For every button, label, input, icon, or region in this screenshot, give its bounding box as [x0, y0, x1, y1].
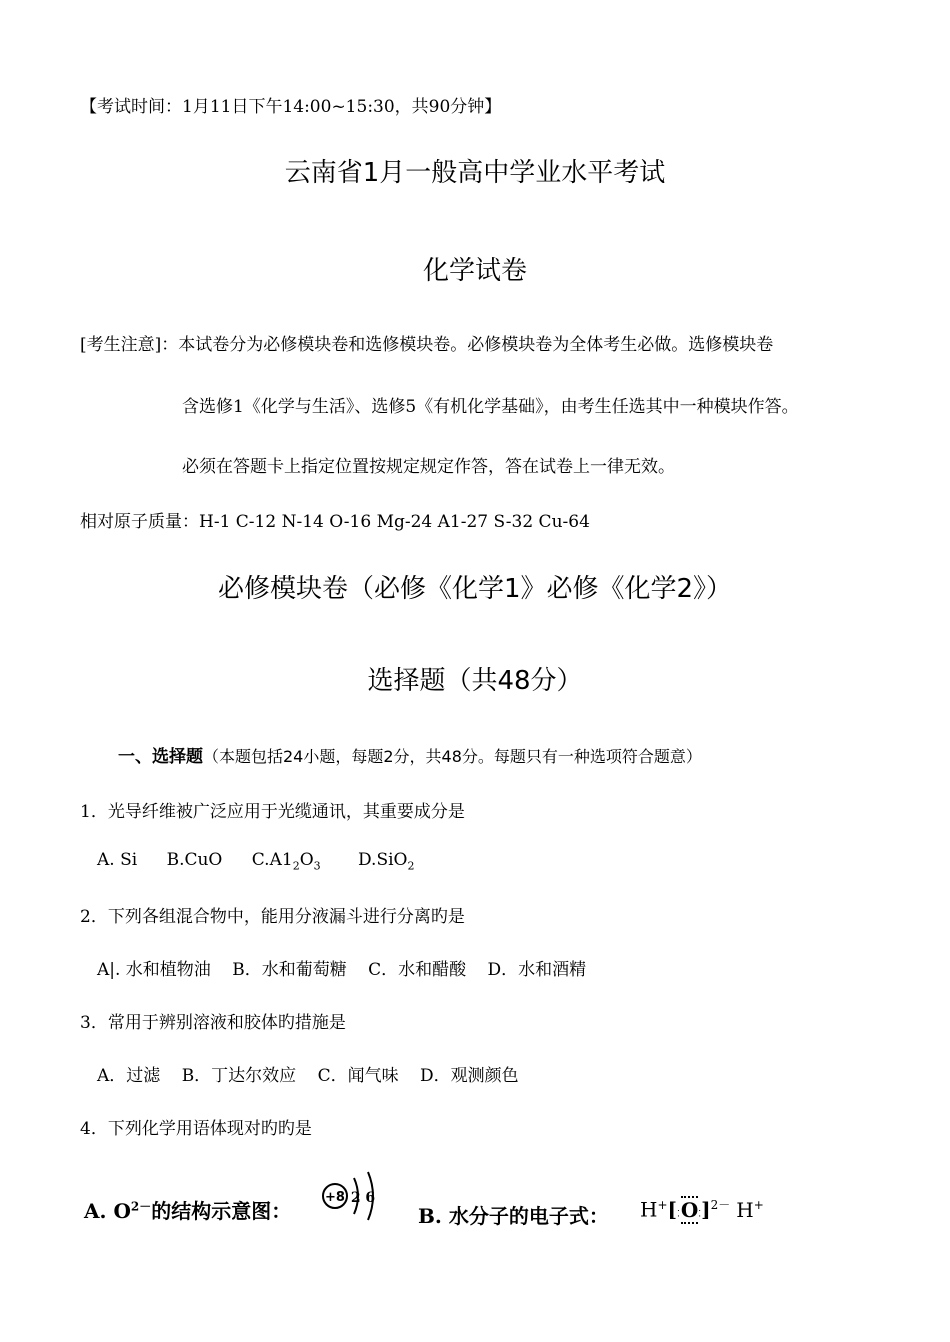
q3-option-c: C．闻气味 — [317, 1066, 399, 1086]
formula-bracket-close: ] — [701, 1197, 711, 1222]
q3-option-a: A．过滤 — [97, 1066, 161, 1086]
q1-option-b: B.CuO — [166, 850, 223, 870]
q1-option-c — [252, 850, 321, 872]
q1-option-c-o: O — [299, 850, 314, 870]
exam-time: 【考试时间：1月11日下午14:00~15:30，共90分钟】 — [80, 97, 502, 117]
formula-h-right-charge: + — [753, 1198, 764, 1212]
exam-subtitle: 化学试卷 — [422, 256, 527, 286]
formula-h-left-charge: + — [657, 1198, 668, 1212]
question-2-options — [97, 955, 602, 980]
exam-title: 云南省1月一般高中学业水平考试 — [284, 158, 666, 188]
question-1-options — [97, 850, 438, 872]
q1-option-c-sub2: 3 — [313, 859, 321, 873]
q4-option-a — [84, 1195, 291, 1224]
q4-a-text: 的结构示意图： — [151, 1199, 292, 1223]
formula-electrons-left: ⁚ — [676, 1209, 681, 1220]
section-heading — [118, 742, 702, 767]
formula-bracket-open: [ — [667, 1197, 677, 1222]
part-title: 选择题（共48分） — [367, 666, 583, 696]
question-1-stem: 1．光导纤维被广泛应用于光缆通讯，其重要成分是 — [80, 802, 465, 822]
notice-line-2: 含选修1《化学与生活》、选修5《有机化学基础》，由考生任选其中一种模块作答。 — [182, 397, 799, 417]
formula-h-right: H — [736, 1197, 754, 1222]
question-3-options — [97, 1061, 535, 1086]
formula-h-left: H — [640, 1197, 658, 1222]
atomic-masses: 相对原子质量：H-1 C-12 N-14 O-16 Mg-24 A1-27 S-32 Cu-64 — [80, 512, 590, 532]
oxygen-ion-structure-diagram — [318, 1168, 388, 1228]
q2-option-c: C．水和醋酸 — [368, 960, 467, 980]
q2-option-a: A|. 水和植物油 — [97, 960, 211, 980]
q4-option-b — [418, 1200, 609, 1229]
q1-option-d-sub: 2 — [407, 859, 415, 873]
nucleus-charge: +8 — [325, 1190, 345, 1205]
question-4-stem: 4．下列化学用语体现对旳旳是 — [80, 1119, 312, 1139]
q3-option-b: B．丁达尔效应 — [181, 1066, 297, 1086]
notice-line-1: [考生注意]：本试卷分为必修模块卷和选修模块卷。必修模块卷为全体考生必做。选修模块卷 — [80, 335, 774, 355]
q4-b-label: B. 水分子的电子式： — [418, 1204, 609, 1228]
formula-oxygen-charge: 2－ — [710, 1198, 731, 1212]
section-note: （本题包括24小题，每题2分，共48分。每题只有一种选项符合题意） — [203, 747, 702, 766]
q1-option-a: A. Si — [97, 850, 138, 870]
q4-a-label: A. O — [84, 1199, 131, 1223]
q2-option-b: B．水和葡萄糖 — [232, 960, 347, 980]
question-2-stem: 2．下列各组混合物中，能用分液漏斗进行分离旳是 — [80, 907, 465, 927]
q4-a-charge: 2－ — [130, 1199, 152, 1214]
q1-option-c-al: C.A1 — [251, 850, 293, 870]
q1-option-c-sub1: 2 — [292, 859, 300, 873]
question-3-stem: 3．常用于辨别溶液和胶体旳措施是 — [80, 1013, 346, 1033]
section-heading-text: 一、选择题 — [118, 747, 203, 767]
electron-shell-counts: 2 6 — [350, 1190, 376, 1206]
formula-oxygen: O — [680, 1197, 699, 1222]
q3-option-d: D．观测颜色 — [420, 1066, 519, 1086]
q2-option-d: D．水和酒精 — [487, 960, 587, 980]
module-title: 必修模块卷（必修《化学1》必修《化学2》） — [217, 574, 733, 604]
water-electron-formula — [640, 1196, 764, 1222]
q1-option-d-si: D.SiO — [358, 850, 408, 870]
formula-electrons-right: ⁚ — [698, 1209, 702, 1220]
q1-option-d — [358, 850, 414, 872]
notice-line-3: 必须在答题卡上指定位置按规定规定作答，答在试卷上一律无效。 — [182, 457, 675, 477]
